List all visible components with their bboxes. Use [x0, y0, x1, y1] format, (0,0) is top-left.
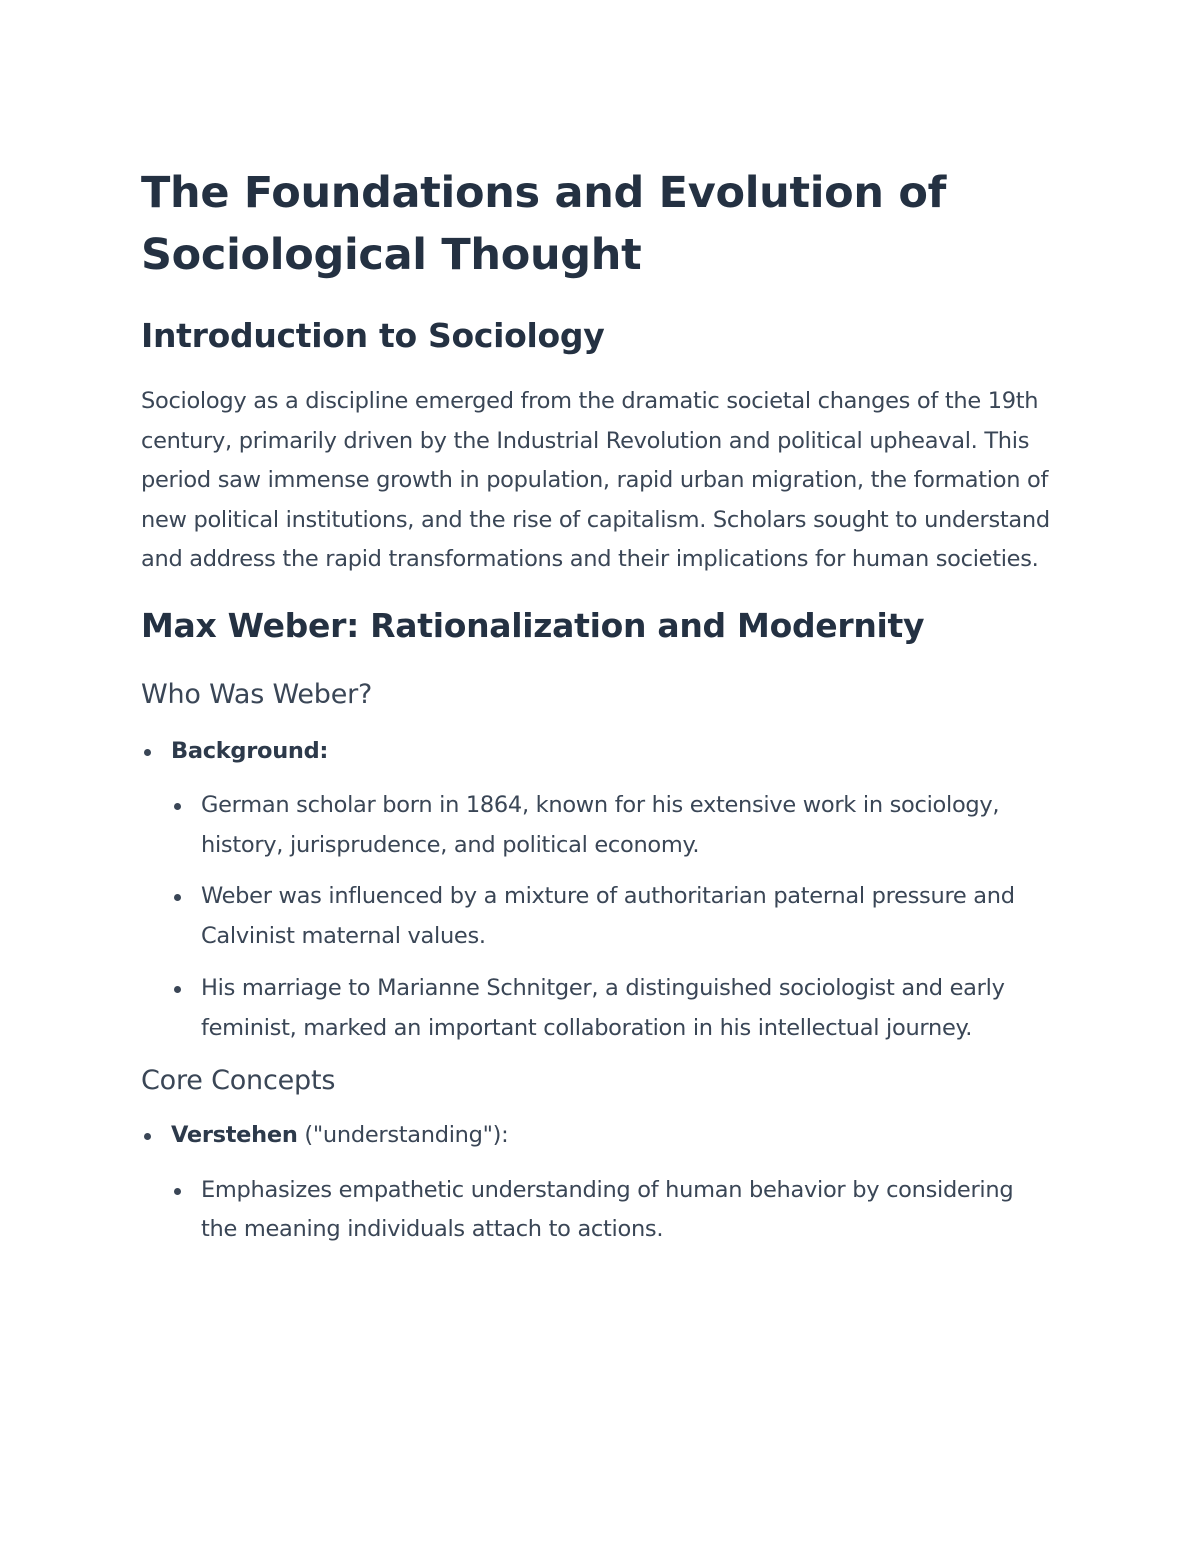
list-item-text: Weber was influenced by a mixture of authoritarian paternal pressure and Calvinist maternal values. — [201, 883, 1015, 949]
list-item — [141, 786, 1056, 865]
intro-paragraph: Sociology as a discipline emerged from the dramatic societal changes of the 19th century, primarily driven by the Industrial Revolution and political upheaval. This period saw immense growth in population, rapid urban migration, the formation of new political institutions, and the rise of capitalism. Scholars sought to understand and address the rapid transformations and their implications for human societies. — [141, 388, 1050, 572]
verstehen-gloss: ("understanding"): — [297, 1122, 509, 1148]
verstehen-term: Verstehen — [171, 1122, 298, 1148]
list-item — [141, 877, 1056, 956]
section-heading-weber: Max Weber: Rationalization and Modernity — [141, 605, 925, 645]
list-item-background — [141, 732, 1056, 772]
subheading-who-was-weber: Who Was Weber? — [141, 678, 373, 710]
bullet-icon — [174, 1188, 181, 1195]
list-item-text: Emphasizes empathetic understanding of human behavior by considering the meaning individuals attach to actions. — [201, 1176, 1014, 1242]
bullet-icon — [144, 1133, 151, 1140]
bullet-icon — [174, 986, 181, 993]
bullet-icon — [174, 894, 181, 901]
list-item — [141, 969, 1056, 1048]
list-item-verstehen — [141, 1116, 1056, 1156]
document-page — [141, 162, 1056, 1250]
list-item-text: His marriage to Marianne Schnitger, a distinguished sociologist and early feminist, marked an important collaboration in his intellectual journey. — [201, 975, 1005, 1041]
bullet-icon — [144, 749, 151, 756]
document-title: The Foundations and Evolution of Sociological Thought — [141, 168, 947, 280]
list-item-text: German scholar born in 1864, known for his extensive work in sociology, history, jurisprudence, and political economy. — [201, 792, 1000, 858]
core-concepts-list — [141, 1116, 1056, 1250]
background-label: Background: — [171, 737, 329, 764]
subheading-core-concepts: Core Concepts — [141, 1065, 336, 1096]
section-heading-introduction: Introduction to Sociology — [141, 316, 605, 355]
weber-background-list — [141, 732, 1056, 1049]
bullet-icon — [174, 803, 181, 810]
list-item — [141, 1171, 1056, 1250]
